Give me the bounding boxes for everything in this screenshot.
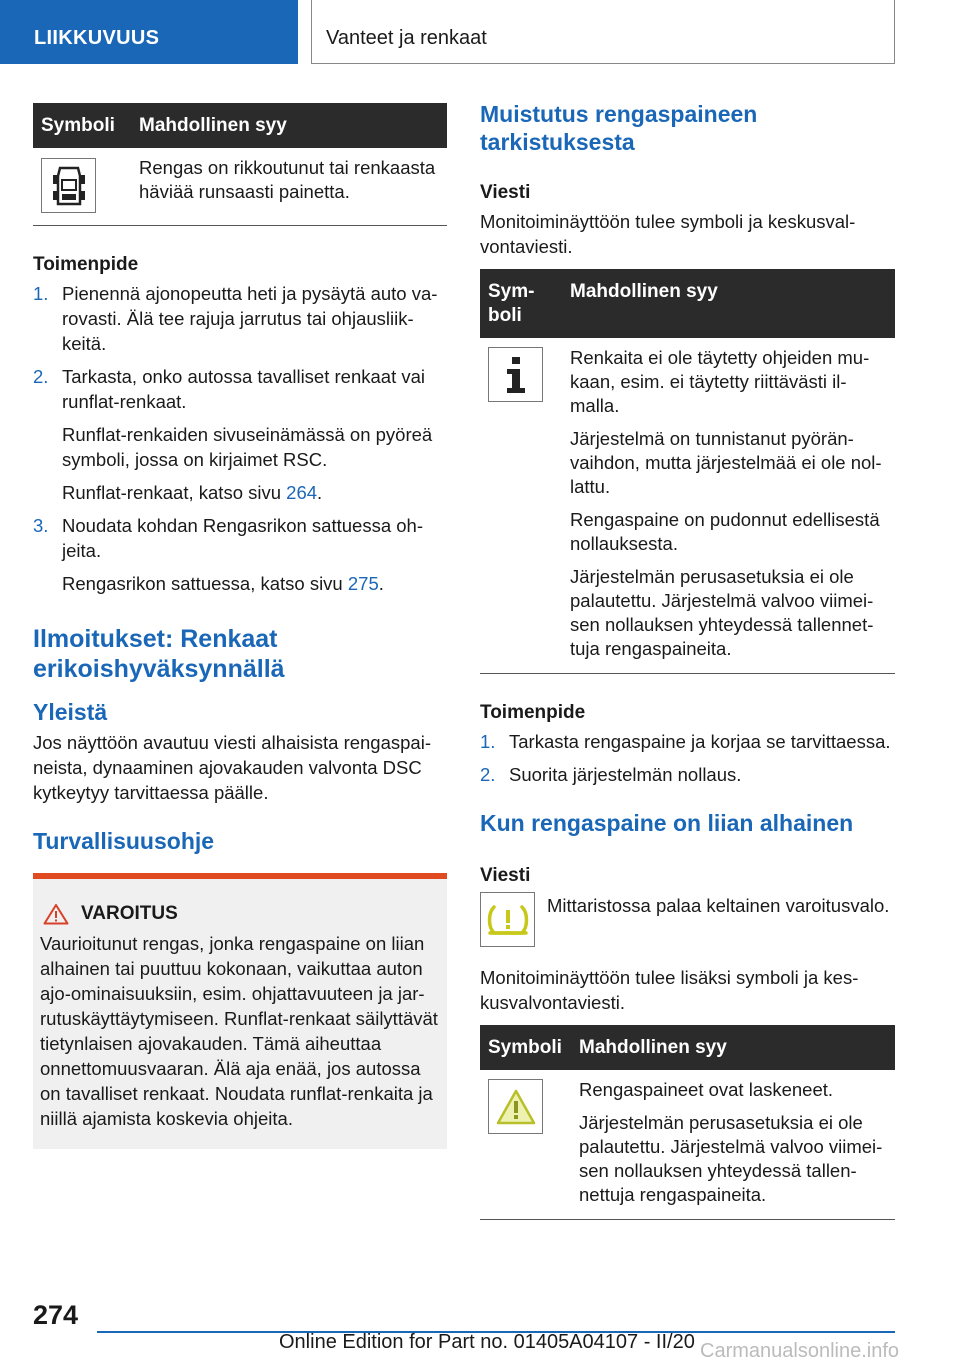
yellow-warning-triangle-icon xyxy=(488,1079,543,1134)
action-steps xyxy=(33,281,447,596)
indicator-row xyxy=(480,892,895,947)
list-item: 1. Tarkasta rengaspaine ja korjaa se tarvittaessa. xyxy=(480,731,891,752)
edition-text: Online Edition for Part no. 01405A04107 - II/20 xyxy=(279,1331,695,1353)
table-header-cause: Mahdollinen syy xyxy=(562,269,895,338)
message-heading: Viesti xyxy=(480,865,531,886)
warning-text: Vaurioitunut rengas, jonka rengaspaine on liian alhainen tai puuttuu kokonaan, vaikuttaa auton ajo-ominaisuuksiin, esim. ohjattavuuteen ja jarrutuskäyttäytymiseen. Runflat-renkaat säilyttävät tietynlaisen ajovakauden. Tämä aiheuttaa onnettomuusvaaran. Älä aja enää, jos autossa on tavalliset renkaat. Noudata runflat-renkaita ja niillä ajamista koskevia ohjeita. xyxy=(40,933,438,1129)
table-row xyxy=(33,148,447,226)
table-header-symbol: Symboli xyxy=(33,103,131,148)
table-row xyxy=(480,338,895,674)
watermark: Carmanualsonline.info xyxy=(700,1340,900,1362)
info-icon xyxy=(488,347,543,402)
table-header-symbol: Symboli xyxy=(480,269,562,338)
page-title: Vanteet ja renkaat xyxy=(311,0,895,64)
page-link-275[interactable]: 275 xyxy=(347,573,379,594)
table-header-cause: Mahdollinen syy xyxy=(131,103,447,148)
list-item: 3. Noudata kohdan Rengasrikon sattuessa ohjeita. Rengasrikon sattuessa, katso sivu 275. xyxy=(33,515,423,594)
table-row xyxy=(480,1070,895,1220)
list-item: 1. Pienennä ajonopeutta heti ja pysäytä auto varovasti. Älä tee rajuja jarrutus tai ohjausliikkeitä. xyxy=(33,283,438,354)
symbol-table-low-pressure xyxy=(480,1025,895,1220)
list-item: 2. Suorita järjestelmän nollaus. xyxy=(480,764,742,785)
warning-title: VAROITUS xyxy=(40,903,439,925)
heading-general: Yleistä xyxy=(33,699,108,725)
tire-pressure-warning-icon xyxy=(480,892,535,947)
symbol-table-tire-damage xyxy=(33,103,447,226)
action-heading: Toimenpide xyxy=(480,702,586,723)
heading-low-pressure: Kun rengaspaine on liian alhainen xyxy=(480,810,854,836)
page-link-264[interactable]: 264 xyxy=(286,482,318,503)
table-cell-cause: Rengas on rikkoutunut tai renkaasta häviää runsaasti painetta. xyxy=(131,148,447,226)
table-cell-cause: Renkaita ei ole täytetty ohjeiden mukaan, esim. ei täytetty riittävästi ilmalla. Järjestelmä on tunnistanut pyöränvaihdon, mutta järjestelmää ei ole nollattu. Rengaspaine on pudonnut edellisestä nollauksesta. Järjestelmän perusasetuksia ei ole palautettu. Järjestelmä valvoo viimeisen nollauksen yhteydessä tallennettuja rengaspaineita. xyxy=(562,338,895,674)
list-item: 2. Tarkasta, onko autossa tavalliset renkaat vai runflat-renkaat. Runflat-renkaiden sivuseinämässä on pyöreä symboli, jossa on kirjaimet RSC. Runflat-renkaat, katso sivu 264. xyxy=(33,366,433,503)
indicator-text: Mittaristossa palaa keltainen varoitusvalo. xyxy=(547,895,890,916)
page-number: 274 xyxy=(33,1300,79,1330)
table-header-symbol: Symboli xyxy=(480,1025,571,1070)
heading-safety: Turvallisuusohje xyxy=(33,828,215,854)
heading-reminder: Muistutus rengaspaineen tarkistuksesta xyxy=(480,101,758,155)
table-cell-cause: Rengaspaineet ovat laskeneet. Järjestelmän perusasetuksia ei ole palautettu. Järjestelmä valvoo viimeisen nollauksen yhteydessä tallennettuja rengaspaineita. xyxy=(571,1070,895,1220)
general-text: Jos näyttöön avautuu viesti alhaisista rengaspaineista, dynaaminen ajovakauden valvonta DSC kytkeytyy tarvittaessa päälle. xyxy=(33,732,431,803)
heading-notices: Ilmoitukset: Renkaat erikoishyväksynnällä xyxy=(33,625,285,683)
symbol-table-reminder xyxy=(480,269,895,674)
action-heading: Toimenpide xyxy=(33,254,139,275)
right-column xyxy=(480,100,895,1220)
action-steps xyxy=(480,729,895,787)
left-column xyxy=(33,103,447,1149)
message-text: Monitoiminäyttöön tulee symboli ja keskusvalvontaviesti. xyxy=(480,211,856,257)
warning-triangle-icon xyxy=(43,903,69,925)
message-heading: Viesti xyxy=(480,182,531,203)
section-tab: LIIKKUVUUS xyxy=(0,0,298,64)
additional-text: Monitoiminäyttöön tulee lisäksi symboli ja keskusvalvontaviesti. xyxy=(480,967,859,1013)
table-header-cause: Mahdollinen syy xyxy=(571,1025,895,1070)
warning-box xyxy=(33,873,447,1149)
car-tire-damage-icon xyxy=(41,158,96,213)
